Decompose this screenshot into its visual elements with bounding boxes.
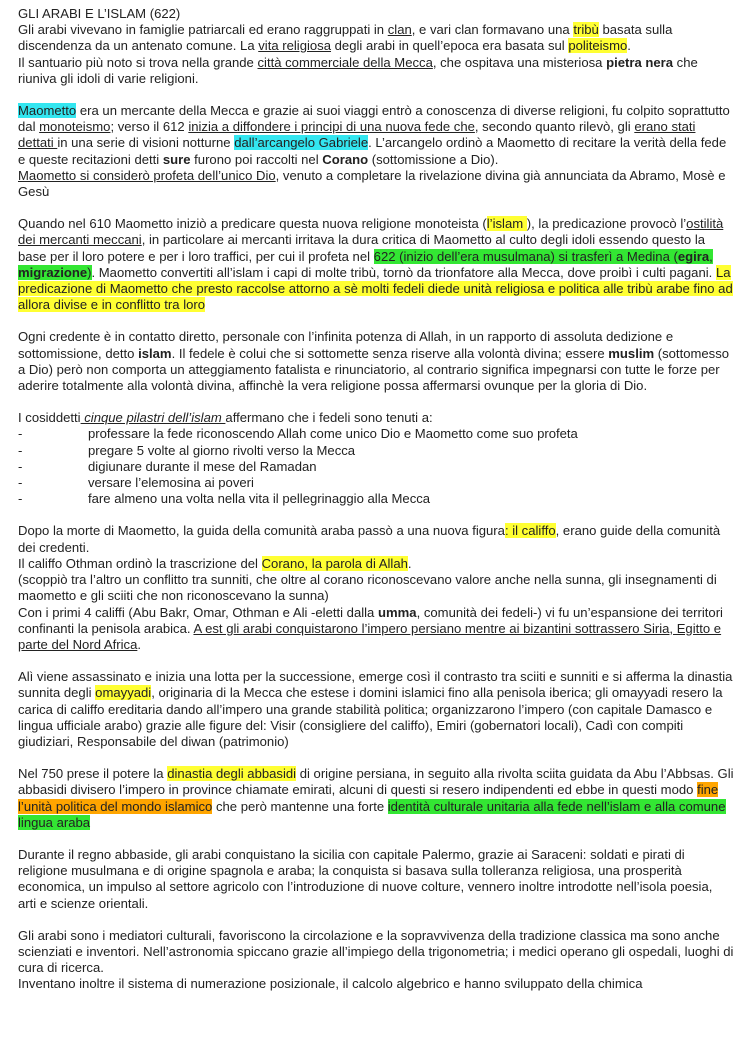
term-corano-parola: Corano, la parola di Allah: [261, 555, 408, 571]
text: (sottomissione a Dio).: [368, 151, 499, 167]
term-cinque-pilastri: cinque pilastri dell’islam: [80, 410, 226, 426]
term-inizia: inizia a diffondere i principi di una nuova fede che: [188, 119, 475, 135]
list-item-text: professare la fede riconoscendo Allah come unico Dio e Maometto come suo profeta: [88, 426, 578, 442]
term-pietra-nera: pietra nera: [606, 54, 674, 70]
list-item-text: pregare 5 volte al giorno rivolti verso la Mecca: [88, 442, 356, 458]
text: , che ospitava una misteriosa: [432, 54, 607, 70]
text: degli arabi in quell’epoca era basata sul: [331, 38, 569, 54]
list-item: [18, 459, 734, 475]
text: Con i primi 4 califfi (Abu Bakr, Omar, Othman e Ali -eletti dalla: [18, 604, 378, 620]
term-islam-bold: islam: [138, 345, 172, 361]
text: , in particolare ai mercanti irritava la dura critica di Maometto al culto degli idoli essendo questo la base per il loro potere e per i loro traffici, per cui il profeta nel: [18, 232, 706, 264]
text: ): [87, 264, 92, 280]
pilastri-intro: [18, 410, 734, 426]
list-item-text: fare almeno una volta nella vita il pellegrinaggio alla Mecca: [88, 491, 431, 507]
paragraph-abbasidi: [18, 766, 734, 831]
list-dash: -: [18, 442, 23, 458]
list-item-text: digiunare durante il mese del Ramadan: [88, 458, 317, 474]
text: in una serie di visioni notturne: [57, 135, 235, 151]
text: Il santuario più noto si trova nella grande: [18, 54, 258, 70]
term-dettati: erano stati dettati: [18, 119, 696, 151]
list-item-text: versare l’elemosina ai poveri: [88, 475, 254, 491]
text: , originaria di la Mecca che estese i domini islamici fino alla penisola iberica; gli omayyadi resero la carica di califfo ereditaria dando all’impero una grande stabilità politica; organizzarono l’impero (con capitale Damasco e lingua ufficiale arabo) grazie alle figure del: Visir (consigliere del califfo), Emiri (gobernatori locali), Cadì con compiti giudiziari, Responsabile del diwan (patrimonio): [18, 685, 723, 749]
paragraph-arab-society: [18, 22, 734, 87]
paragraph-predicazione: [18, 216, 734, 313]
pilastri-list: [18, 426, 734, 507]
term-corano: Corano: [322, 151, 369, 167]
text: (sottomesso a Dio) però non comporta un atteggiamento fatalista e rinunciatorio, al contrario significa impegnarsi con tutte le forze per aderire totalmente alla volontà divina, affinchè la vera religione possa affermarsi ovunque per la gloria di Dio.: [18, 345, 730, 394]
term-conquiste: A est gli arabi conquistarono l’impero persiano mentre ai bizantini sottrassero Siria, Egitto e parte del Nord Africa: [18, 620, 722, 652]
text: I cosiddetti: [18, 410, 81, 426]
term-migrazione: migrazione: [18, 264, 88, 280]
text: Inventano inoltre il sistema di numerazione posizionale, il calcolo algebrico e hanno sviluppato della chimica: [18, 976, 643, 992]
paragraph-credente: [18, 329, 734, 394]
text: , secondo quanto rilevò, gli: [474, 119, 635, 135]
text: era un mercante della Mecca e grazie ai suoi viaggi entrò a conoscenza di diverse religioni, fu colpito soprattutto dal: [18, 103, 730, 135]
title-text: GLI ARABI E L’ISLAM (622): [18, 6, 181, 21]
document-page: [18, 6, 734, 993]
text: Gli arabi sono i mediatori culturali, favoriscono la circolazione e la sopravvivenza della tradizione classica ma sono anche scienziati e inventori. Nell’astronomia spiccano grazie all’impiego della trigonometria; i medici operano gli ospedali, luoghi di cura di ricerca.: [18, 927, 734, 976]
text: che però mantenne una forte: [212, 798, 388, 814]
list-item: [18, 443, 734, 459]
term-tribu: tribù: [573, 22, 599, 38]
list-dash: -: [18, 426, 23, 442]
text: , venuto a completare la rivelazione divina già annunciata da Abramo, Mosè e Gesù: [18, 167, 726, 200]
term-politeismo: politeismo: [568, 38, 628, 54]
term-egira: egira: [677, 248, 710, 264]
term-fine-unita: fine l’unità politica del mondo islamico: [18, 782, 719, 814]
text: di origine persiana, in seguito alla rivolta sciita guidata da Abu l’Abbsas. Gli abbasidi divisero l’impero in province chiamate emirati, alcuni di questi si resero indipendenti ed ebbe in questi modo: [18, 766, 734, 798]
term-citta-commerciale: città commerciale della Mecca: [257, 54, 433, 70]
text: Il califfo Othman ordinò la trascrizione del: [18, 555, 262, 571]
document-title: [18, 6, 734, 22]
list-item: [18, 426, 734, 442]
text: basata sulla discendenza da un antenato comune. La: [18, 22, 673, 54]
list-dash: -: [18, 491, 23, 507]
text: (scoppiò tra l’altro un conflitto tra sunniti, che oltre al corano riconoscevano valore anche nella sunna, gli insegnamenti di maometto e gli sciiti che non riconoscevano la sunna): [18, 572, 717, 604]
text: Durante il regno abbaside, gli arabi conquistano la sicilia con capitale Palermo, grazie ai Saraceni: soldati e pirati di religione musulmana e di origine spagnola e araba; la conquista si basava sulla tolleranza religiosa, una prosperità economica, un impulso al settore agricolo con l’introduzione di nuove colture, vennero inoltre introdotte nell’isola poesia, arti e scienze orientali.: [18, 846, 713, 911]
paragraph-mediatori: [18, 928, 734, 993]
text: 622 (inizio dell’era musulmana) si trasferì a Medina (: [373, 248, 678, 264]
list-item: [18, 491, 734, 507]
text: . Maometto convertiti all’islam i capi di molte tribù, tornò da trionfatore alla Mecca, dove proibì i culti pagani.: [91, 264, 716, 280]
paragraph-califfi: [18, 523, 734, 653]
text: furono poi raccolti nel: [190, 151, 323, 167]
term-maometto: Maometto: [18, 103, 77, 119]
term-sure: sure: [162, 151, 191, 167]
list-item: [18, 475, 734, 491]
paragraph-sicilia: [18, 847, 734, 912]
term-arcangelo: dall’arcangelo Gabriele: [234, 135, 369, 151]
text: ), la predicazione provocò l’: [526, 216, 687, 232]
text: Ogni credente è in contatto diretto, personale con l’infinita potenza di Allah, in un rapporto di assoluta dedizione e sottomissione, detto: [18, 329, 674, 361]
text: , erano guide della comunità dei credenti.: [18, 523, 721, 555]
text: affermano che i fedeli sono tenuti a:: [225, 410, 433, 426]
term-omayyadi: omayyadi: [95, 685, 152, 701]
text: , comunità dei fedeli-) vi fu un’espansione dei territori confinanti la penisola arabica.: [18, 604, 723, 636]
term-ostilita: ostilità dei mercanti meccani: [18, 216, 724, 248]
text: Quando nel 610 Maometto iniziò a predicare questa nuova religione monoteista (: [18, 216, 487, 232]
text: Gli arabi vivevano in famiglie patriarcali ed erano raggruppati in: [18, 22, 388, 38]
text: .: [407, 555, 412, 571]
term-islam: l’islam: [486, 216, 527, 232]
text: che riuniva gli idoli di varie religioni.: [18, 54, 698, 86]
term-monoteismo: monoteismo: [39, 119, 111, 135]
text: . L’arcangelo ordinò a Maometto di recitare la verità della fede e queste recitazioni detti: [18, 135, 727, 167]
term-califfo: : il califfo: [504, 523, 556, 539]
term-dinastia-abbasidi: dinastia degli abbasidi: [167, 766, 297, 782]
text: Alì viene assassinato e inizia una lotta per la successione, emerge così il contrasto tra sciiti e sunniti e si afferma la dinastia sunnita degli: [18, 669, 733, 701]
term-umma: umma: [377, 604, 417, 620]
term-profeta: Maometto si considerò profeta dell’unico Dio: [18, 167, 276, 183]
text: .: [627, 38, 631, 54]
text: ; verso il 612: [110, 119, 189, 135]
text: ,: [709, 248, 713, 264]
text: . Il fedele è colui che si sottomette senza riserve alla volontà divina; essere: [171, 345, 609, 361]
highlight-predicazione: La predicazione di Maometto che presto raccolse attorno a sè molti fedeli diede unità religiosa e politica alle tribù arabe fino ad allora divise e in conflitto tra loro: [18, 264, 733, 313]
text: , e vari clan formavano una: [411, 22, 574, 38]
term-identita-culturale: identità culturale unitaria alla fede nell’islam e alla comune lingua araba: [18, 798, 726, 830]
term-vita-religiosa: vita religiosa: [258, 38, 332, 54]
term-muslim: muslim: [608, 345, 655, 361]
text: Dopo la morte di Maometto, la guida della comunità araba passò a una nuova figura: [18, 523, 505, 539]
section-pilastri: [18, 410, 734, 507]
paragraph-omayyadi: [18, 669, 734, 750]
paragraph-maometto: [18, 103, 734, 200]
term-clan: clan: [387, 22, 412, 38]
list-dash: -: [18, 458, 23, 474]
text: .: [137, 636, 141, 652]
list-dash: -: [18, 475, 23, 491]
text: Nel 750 prese il potere la: [18, 766, 168, 782]
